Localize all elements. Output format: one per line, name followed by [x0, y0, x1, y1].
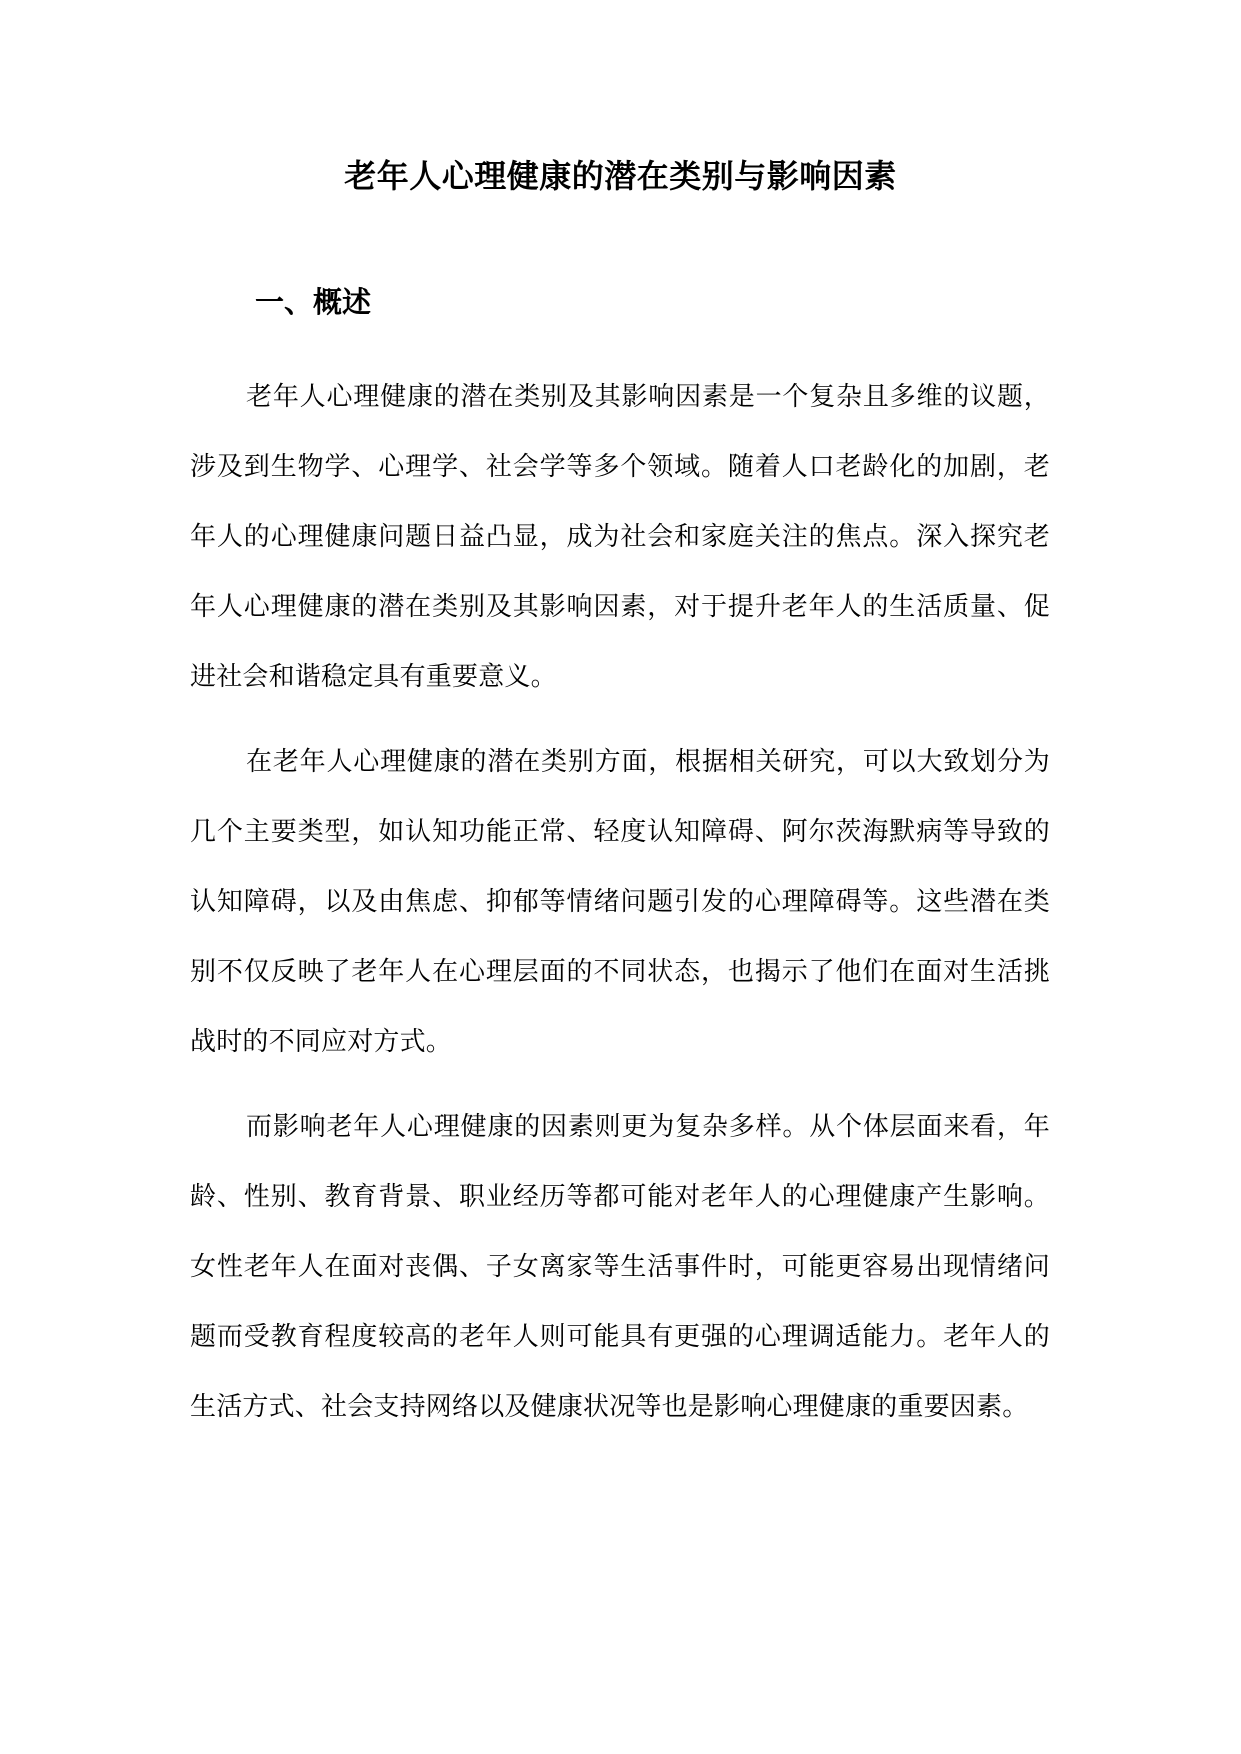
- document-title: 老年人心理健康的潜在类别与影响因素: [344, 157, 897, 195]
- section-heading: 一、概述: [255, 285, 372, 319]
- body-paragraph: 在老年人心理健康的潜在类别方面，根据相关研究，可以大致划分为几个主要类型，如认知功能正常、轻度认知障碍、阿尔茨海默病等导致的认知障碍，以及由焦虑、抑郁等情绪问题引发的心理障碍等。这些潜在类别不仅反映了老年人在心理层面的不同状态，也揭示了他们在面对生活挑战时的不同应对方式。: [190, 747, 1050, 1057]
- body-paragraph: 老年人心理健康的潜在类别及其影响因素是一个复杂且多维的议题，涉及到生物学、心理学、社会学等多个领域。随着人口老龄化的加剧，老年人的心理健康问题日益凸显，成为社会和家庭关注的焦点。深入探究老年人心理健康的潜在类别及其影响因素，对于提升老年人的生活质量、促进社会和谐稳定具有重要意义。: [190, 382, 1050, 692]
- body-paragraph: 而影响老年人心理健康的因素则更为复杂多样。从个体层面来看，年龄、性别、教育背景、职业经历等都可能对老年人的心理健康产生影响。女性老年人在面对丧偶、子女离家等生活事件时，可能更容易出现情绪问题而受教育程度较高的老年人则可能具有更强的心理调适能力。老年人的生活方式、社会支持网络以及健康状况等也是影响心理健康的重要因素。: [190, 1112, 1050, 1422]
